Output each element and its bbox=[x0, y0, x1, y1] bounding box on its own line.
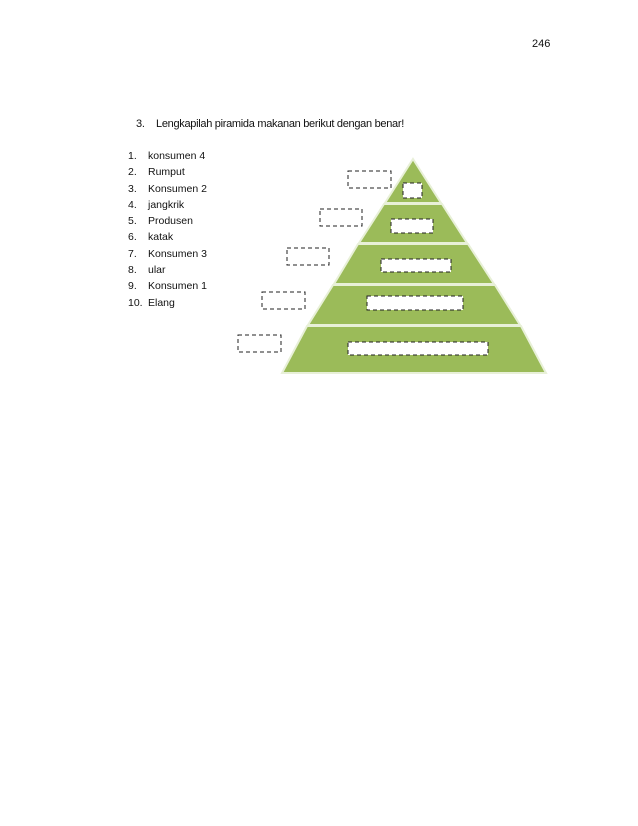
option-label: Produsen bbox=[148, 215, 193, 228]
option-number: 5. bbox=[128, 215, 137, 228]
option-label: ular bbox=[148, 264, 166, 277]
option-label: Konsumen 3 bbox=[148, 247, 207, 260]
answer-box-outer-level-5[interactable] bbox=[238, 335, 281, 352]
option-number: 7. bbox=[128, 247, 137, 260]
option-label: Konsumen 1 bbox=[148, 280, 207, 293]
option-number: 3. bbox=[128, 182, 137, 195]
option-number: 4. bbox=[128, 198, 137, 211]
question-number: 3. bbox=[136, 118, 145, 130]
option-number: 8. bbox=[128, 264, 137, 277]
option-number: 6. bbox=[128, 231, 137, 244]
answer-box-inner-level-4[interactable] bbox=[367, 296, 463, 310]
option-label: katak bbox=[148, 231, 174, 244]
answer-box-outer-level-4[interactable] bbox=[262, 292, 305, 309]
answer-box-inner-level-3[interactable] bbox=[381, 259, 451, 272]
answer-box-outer-level-1[interactable] bbox=[348, 171, 391, 188]
option-number: 9. bbox=[128, 280, 137, 293]
option-label: Konsumen 2 bbox=[148, 182, 207, 195]
question-text: Lengkapilah piramida makanan berikut dengan benar! bbox=[156, 118, 404, 130]
option-label: Elang bbox=[148, 296, 175, 309]
answer-box-outer-level-3[interactable] bbox=[287, 248, 329, 265]
answer-box-inner-level-1[interactable] bbox=[403, 183, 422, 198]
option-number: 10. bbox=[128, 296, 143, 309]
option-label: Rumput bbox=[148, 166, 185, 179]
option-number: 1. bbox=[128, 150, 137, 162]
option-number: 2. bbox=[128, 166, 137, 179]
answer-box-inner-level-5[interactable] bbox=[348, 342, 488, 355]
page-number: 246 bbox=[532, 38, 551, 50]
answer-box-inner-level-2[interactable] bbox=[391, 219, 433, 233]
option-label: konsumen 4 bbox=[148, 150, 206, 162]
answer-box-outer-level-2[interactable] bbox=[320, 209, 362, 226]
option-label: jangkrik bbox=[148, 198, 185, 211]
